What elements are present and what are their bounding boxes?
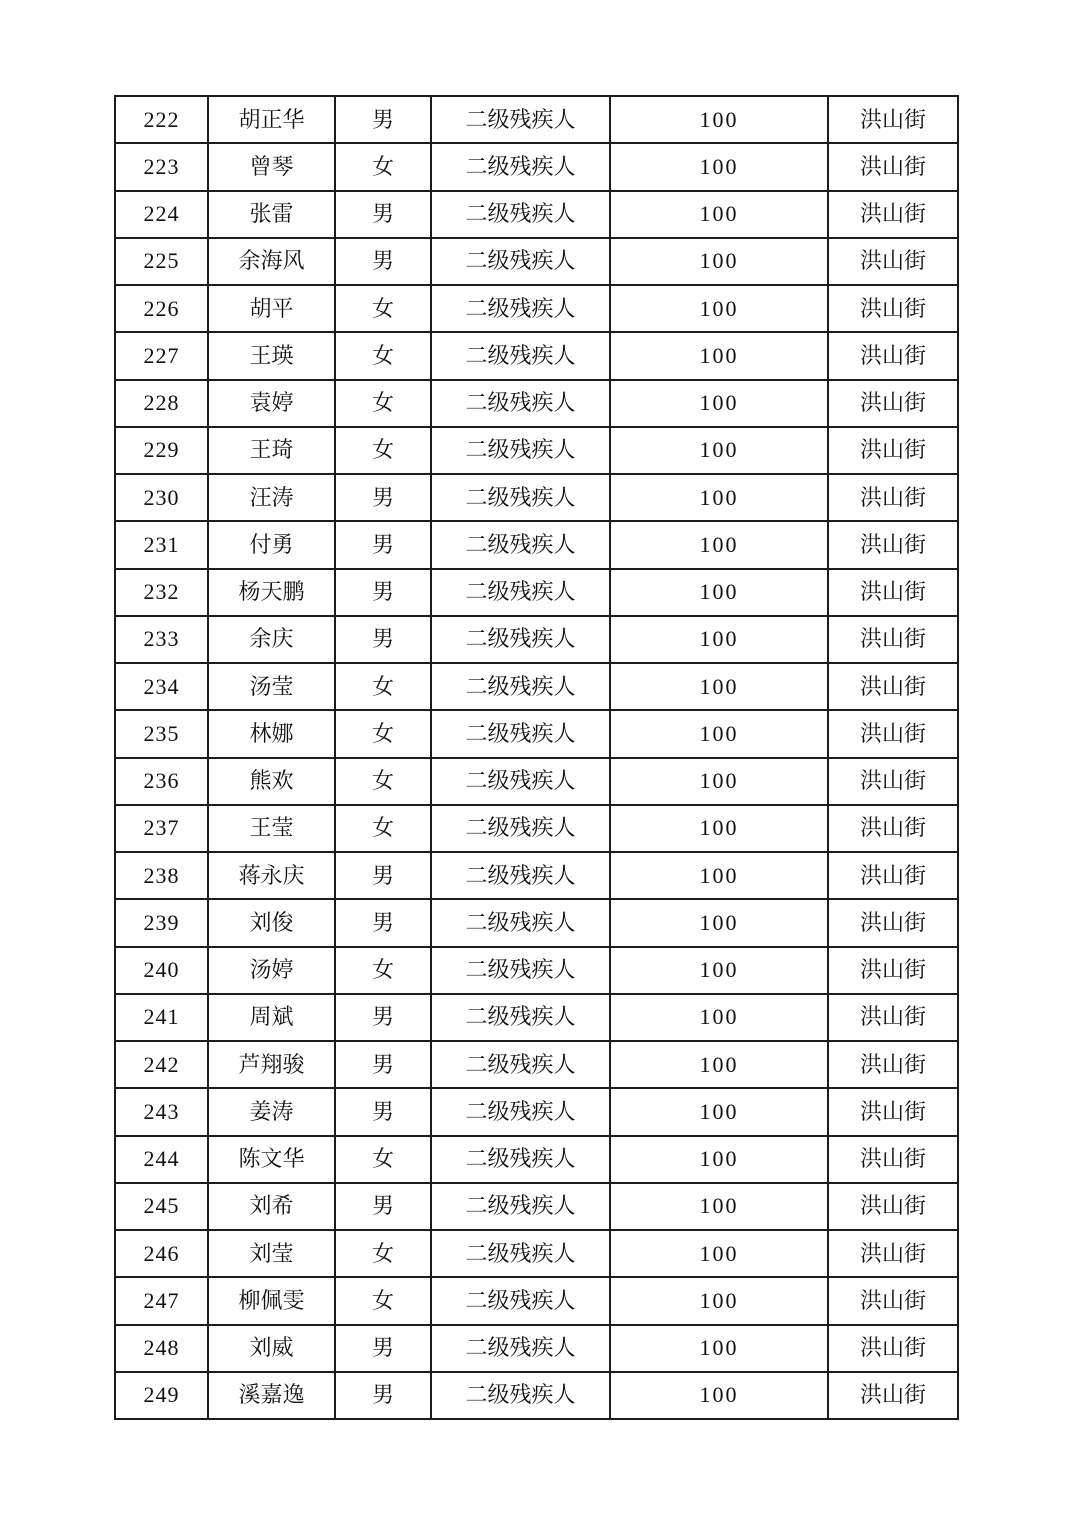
cell-serial: 240 — [115, 947, 208, 994]
cell-serial: 248 — [115, 1325, 208, 1372]
cell-category: 二级残疾人 — [431, 1230, 610, 1277]
cell-name: 熊欢 — [208, 758, 335, 805]
cell-street: 洪山街 — [828, 1372, 958, 1419]
cell-amount: 100 — [610, 143, 828, 190]
cell-gender: 女 — [335, 710, 431, 757]
cell-amount: 100 — [610, 569, 828, 616]
cell-name: 刘希 — [208, 1183, 335, 1230]
cell-serial: 225 — [115, 238, 208, 285]
cell-gender: 男 — [335, 1372, 431, 1419]
cell-gender: 女 — [335, 380, 431, 427]
cell-category: 二级残疾人 — [431, 758, 610, 805]
table-row — [115, 380, 958, 427]
cell-gender: 男 — [335, 191, 431, 238]
cell-street: 洪山街 — [828, 710, 958, 757]
cell-serial: 238 — [115, 852, 208, 899]
cell-serial: 234 — [115, 663, 208, 710]
table-row — [115, 474, 958, 521]
cell-serial: 228 — [115, 380, 208, 427]
cell-gender: 男 — [335, 899, 431, 946]
cell-gender: 男 — [335, 521, 431, 568]
cell-street: 洪山街 — [828, 805, 958, 852]
cell-category: 二级残疾人 — [431, 1041, 610, 1088]
cell-amount: 100 — [610, 474, 828, 521]
cell-name: 汤莹 — [208, 663, 335, 710]
cell-serial: 229 — [115, 427, 208, 474]
cell-amount: 100 — [610, 1277, 828, 1324]
cell-amount: 100 — [610, 1230, 828, 1277]
cell-name: 王琦 — [208, 427, 335, 474]
cell-serial: 223 — [115, 143, 208, 190]
cell-category: 二级残疾人 — [431, 96, 610, 143]
cell-gender: 男 — [335, 616, 431, 663]
cell-gender: 女 — [335, 427, 431, 474]
table-row — [115, 616, 958, 663]
cell-street: 洪山街 — [828, 1277, 958, 1324]
cell-street: 洪山街 — [828, 616, 958, 663]
cell-name: 芦翔骏 — [208, 1041, 335, 1088]
cell-gender: 女 — [335, 1230, 431, 1277]
cell-street: 洪山街 — [828, 758, 958, 805]
cell-category: 二级残疾人 — [431, 805, 610, 852]
cell-street: 洪山街 — [828, 852, 958, 899]
cell-name: 溪嘉逸 — [208, 1372, 335, 1419]
table-row — [115, 238, 958, 285]
cell-street: 洪山街 — [828, 1230, 958, 1277]
cell-serial: 242 — [115, 1041, 208, 1088]
cell-street: 洪山街 — [828, 1325, 958, 1372]
cell-category: 二级残疾人 — [431, 947, 610, 994]
cell-gender: 女 — [335, 332, 431, 379]
cell-name: 林娜 — [208, 710, 335, 757]
cell-serial: 226 — [115, 285, 208, 332]
cell-serial: 222 — [115, 96, 208, 143]
cell-street: 洪山街 — [828, 569, 958, 616]
cell-street: 洪山街 — [828, 285, 958, 332]
cell-amount: 100 — [610, 191, 828, 238]
table-row — [115, 569, 958, 616]
cell-gender: 男 — [335, 1041, 431, 1088]
table-row — [115, 1325, 958, 1372]
table-row — [115, 852, 958, 899]
cell-serial: 249 — [115, 1372, 208, 1419]
cell-amount: 100 — [610, 710, 828, 757]
cell-category: 二级残疾人 — [431, 191, 610, 238]
cell-street: 洪山街 — [828, 1088, 958, 1135]
cell-amount: 100 — [610, 852, 828, 899]
cell-street: 洪山街 — [828, 899, 958, 946]
cell-serial: 245 — [115, 1183, 208, 1230]
cell-gender: 女 — [335, 758, 431, 805]
cell-gender: 男 — [335, 852, 431, 899]
cell-category: 二级残疾人 — [431, 427, 610, 474]
table-row — [115, 1277, 958, 1324]
roster-table-wrap — [114, 95, 957, 1420]
cell-street: 洪山街 — [828, 427, 958, 474]
cell-name: 余庆 — [208, 616, 335, 663]
cell-street: 洪山街 — [828, 521, 958, 568]
cell-gender: 女 — [335, 947, 431, 994]
cell-serial: 224 — [115, 191, 208, 238]
table-row — [115, 947, 958, 994]
cell-category: 二级残疾人 — [431, 285, 610, 332]
cell-name: 刘威 — [208, 1325, 335, 1372]
cell-street: 洪山街 — [828, 238, 958, 285]
cell-street: 洪山街 — [828, 994, 958, 1041]
cell-street: 洪山街 — [828, 474, 958, 521]
cell-name: 袁婷 — [208, 380, 335, 427]
cell-serial: 230 — [115, 474, 208, 521]
table-row — [115, 521, 958, 568]
table-row — [115, 427, 958, 474]
cell-name: 胡正华 — [208, 96, 335, 143]
cell-name: 汪涛 — [208, 474, 335, 521]
cell-amount: 100 — [610, 1372, 828, 1419]
cell-gender: 男 — [335, 474, 431, 521]
cell-category: 二级残疾人 — [431, 380, 610, 427]
cell-name: 曾琴 — [208, 143, 335, 190]
cell-gender: 男 — [335, 1325, 431, 1372]
cell-amount: 100 — [610, 1136, 828, 1183]
cell-street: 洪山街 — [828, 1136, 958, 1183]
cell-gender: 女 — [335, 1136, 431, 1183]
cell-street: 洪山街 — [828, 1041, 958, 1088]
cell-amount: 100 — [610, 947, 828, 994]
cell-category: 二级残疾人 — [431, 1136, 610, 1183]
cell-amount: 100 — [610, 663, 828, 710]
table-row — [115, 758, 958, 805]
table-row — [115, 96, 958, 143]
roster-table — [114, 95, 959, 1420]
cell-street: 洪山街 — [828, 947, 958, 994]
cell-category: 二级残疾人 — [431, 1325, 610, 1372]
cell-category: 二级残疾人 — [431, 663, 610, 710]
cell-category: 二级残疾人 — [431, 238, 610, 285]
cell-category: 二级残疾人 — [431, 852, 610, 899]
cell-street: 洪山街 — [828, 663, 958, 710]
cell-amount: 100 — [610, 238, 828, 285]
table-row — [115, 1183, 958, 1230]
cell-name: 柳佩雯 — [208, 1277, 335, 1324]
cell-amount: 100 — [610, 616, 828, 663]
cell-category: 二级残疾人 — [431, 899, 610, 946]
cell-name: 王莹 — [208, 805, 335, 852]
cell-amount: 100 — [610, 380, 828, 427]
table-row — [115, 994, 958, 1041]
cell-name: 周斌 — [208, 994, 335, 1041]
cell-category: 二级残疾人 — [431, 521, 610, 568]
cell-serial: 233 — [115, 616, 208, 663]
cell-category: 二级残疾人 — [431, 143, 610, 190]
cell-gender: 男 — [335, 994, 431, 1041]
cell-serial: 236 — [115, 758, 208, 805]
cell-serial: 246 — [115, 1230, 208, 1277]
table-row — [115, 143, 958, 190]
cell-gender: 男 — [335, 569, 431, 616]
cell-name: 刘俊 — [208, 899, 335, 946]
table-row — [115, 191, 958, 238]
cell-street: 洪山街 — [828, 96, 958, 143]
cell-name: 王瑛 — [208, 332, 335, 379]
cell-category: 二级残疾人 — [431, 994, 610, 1041]
cell-category: 二级残疾人 — [431, 1372, 610, 1419]
table-row — [115, 285, 958, 332]
cell-street: 洪山街 — [828, 143, 958, 190]
cell-street: 洪山街 — [828, 191, 958, 238]
cell-name: 刘莹 — [208, 1230, 335, 1277]
table-row — [115, 899, 958, 946]
table-row — [115, 663, 958, 710]
cell-name: 杨天鹏 — [208, 569, 335, 616]
cell-serial: 247 — [115, 1277, 208, 1324]
cell-serial: 244 — [115, 1136, 208, 1183]
cell-amount: 100 — [610, 521, 828, 568]
cell-gender: 女 — [335, 663, 431, 710]
cell-gender: 女 — [335, 285, 431, 332]
cell-name: 姜涛 — [208, 1088, 335, 1135]
cell-amount: 100 — [610, 1325, 828, 1372]
cell-serial: 237 — [115, 805, 208, 852]
cell-amount: 100 — [610, 285, 828, 332]
cell-gender: 男 — [335, 1088, 431, 1135]
cell-street: 洪山街 — [828, 332, 958, 379]
cell-name: 汤婷 — [208, 947, 335, 994]
cell-name: 胡平 — [208, 285, 335, 332]
cell-category: 二级残疾人 — [431, 474, 610, 521]
cell-category: 二级残疾人 — [431, 1088, 610, 1135]
cell-serial: 231 — [115, 521, 208, 568]
cell-amount: 100 — [610, 994, 828, 1041]
table-body — [115, 96, 958, 1419]
cell-amount: 100 — [610, 1041, 828, 1088]
cell-amount: 100 — [610, 805, 828, 852]
table-row — [115, 1088, 958, 1135]
cell-gender: 女 — [335, 805, 431, 852]
cell-name: 张雷 — [208, 191, 335, 238]
cell-name: 陈文华 — [208, 1136, 335, 1183]
cell-street: 洪山街 — [828, 380, 958, 427]
cell-category: 二级残疾人 — [431, 1183, 610, 1230]
cell-amount: 100 — [610, 899, 828, 946]
cell-serial: 243 — [115, 1088, 208, 1135]
cell-gender: 男 — [335, 1183, 431, 1230]
cell-amount: 100 — [610, 96, 828, 143]
cell-name: 余海风 — [208, 238, 335, 285]
table-row — [115, 1041, 958, 1088]
cell-street: 洪山街 — [828, 1183, 958, 1230]
cell-category: 二级残疾人 — [431, 710, 610, 757]
cell-category: 二级残疾人 — [431, 1277, 610, 1324]
cell-amount: 100 — [610, 758, 828, 805]
cell-serial: 232 — [115, 569, 208, 616]
table-row — [115, 1230, 958, 1277]
cell-amount: 100 — [610, 332, 828, 379]
cell-gender: 男 — [335, 96, 431, 143]
cell-serial: 239 — [115, 899, 208, 946]
cell-gender: 女 — [335, 143, 431, 190]
cell-amount: 100 — [610, 1088, 828, 1135]
cell-name: 付勇 — [208, 521, 335, 568]
table-row — [115, 710, 958, 757]
cell-category: 二级残疾人 — [431, 569, 610, 616]
cell-amount: 100 — [610, 427, 828, 474]
cell-name: 蒋永庆 — [208, 852, 335, 899]
cell-serial: 241 — [115, 994, 208, 1041]
cell-amount: 100 — [610, 1183, 828, 1230]
table-row — [115, 332, 958, 379]
cell-serial: 227 — [115, 332, 208, 379]
cell-gender: 女 — [335, 1277, 431, 1324]
cell-category: 二级残疾人 — [431, 332, 610, 379]
table-row — [115, 805, 958, 852]
table-row — [115, 1136, 958, 1183]
cell-gender: 男 — [335, 238, 431, 285]
cell-serial: 235 — [115, 710, 208, 757]
cell-category: 二级残疾人 — [431, 616, 610, 663]
table-row — [115, 1372, 958, 1419]
